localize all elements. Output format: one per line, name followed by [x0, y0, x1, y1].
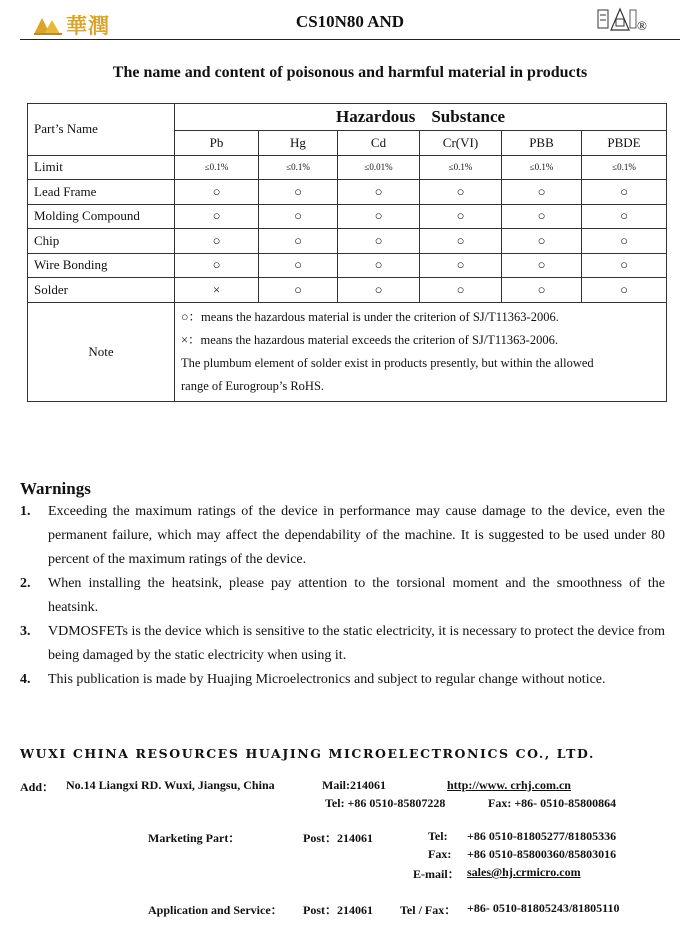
- compliance-mark: ○: [582, 180, 667, 205]
- main-fax: Fax: +86- 0510-85800864: [488, 796, 617, 810]
- warning-number: 1.: [20, 504, 31, 519]
- compliance-mark: ○: [420, 204, 502, 229]
- compliance-mark: ○: [502, 229, 582, 254]
- part-name: Lead Frame: [28, 180, 175, 205]
- certification-seal-icon: [596, 6, 656, 36]
- note-label: Note: [28, 302, 175, 401]
- note-line: The plumbum element of solder exist in products presently, but within the allowed: [181, 355, 594, 370]
- substance-header: Cr(VI): [420, 131, 502, 156]
- part-name-header: Part’s Name: [28, 104, 175, 156]
- limit-value: ≤0.1%: [502, 155, 582, 180]
- application-telfax-label: Tel / Fax：: [400, 903, 457, 917]
- compliance-mark: ○: [420, 253, 502, 278]
- limit-value: ≤0.01%: [338, 155, 420, 180]
- part-name: Chip: [28, 229, 175, 254]
- compliance-mark: ○: [338, 180, 420, 205]
- table-row: [28, 180, 667, 205]
- note-line: ○：means the hazardous material is under the criterion of SJ/T11363-2006.: [181, 309, 559, 324]
- warning-text: This publication is made by Huajing Microelectronics and subject to regular change without notice.: [48, 672, 606, 687]
- compliance-mark: ○: [420, 278, 502, 303]
- certification-mark: [596, 6, 656, 36]
- warning-text: Exceeding the maximum ratings of the device in performance may cause damage to the device, even the permanent failure, which may affect the dependability of the machine. It is suggested to be used under 80 percent of the maximum ratings of the device.: [48, 504, 665, 567]
- substance-header: Pb: [175, 131, 259, 156]
- table-header-row: [28, 104, 667, 131]
- substance-header: Cd: [338, 131, 420, 156]
- limit-value: ≤0.1%: [259, 155, 338, 180]
- logo-text: 華潤: [66, 14, 110, 38]
- compliance-mark: ○: [338, 253, 420, 278]
- compliance-mark: ×: [175, 278, 259, 303]
- registered-mark: ®: [637, 18, 647, 33]
- limit-value: ≤0.1%: [420, 155, 502, 180]
- compliance-mark: ○: [502, 253, 582, 278]
- address: No.14 Liangxi RD. Wuxi, Jiangsu, China: [66, 778, 275, 792]
- marketing-fax: +86 0510-85800360/85803016: [467, 847, 617, 861]
- marketing-post: Post：214061: [303, 831, 373, 845]
- table-row: [28, 229, 667, 254]
- table-row: [28, 278, 667, 303]
- compliance-mark: ○: [582, 229, 667, 254]
- warning-item: [20, 572, 665, 620]
- warning-text: When installing the heatsink, please pay attention to the torsional moment and the smoothness of the heatsink.: [48, 576, 665, 615]
- compliance-mark: ○: [338, 229, 420, 254]
- compliance-mark: ○: [502, 204, 582, 229]
- main-tel: Tel: +86 0510-85807228: [325, 796, 446, 810]
- compliance-mark: ○: [259, 278, 338, 303]
- warning-number: 3.: [20, 624, 31, 639]
- section-title: The name and content of poisonous and harmful material in products: [112, 64, 588, 81]
- substance-header: Hg: [259, 131, 338, 156]
- warnings-title: Warnings: [20, 479, 91, 498]
- limit-value: ≤0.1%: [175, 155, 259, 180]
- compliance-mark: ○: [175, 253, 259, 278]
- table-row: [28, 204, 667, 229]
- note-content: [175, 302, 667, 401]
- part-name: Wire Bonding: [28, 253, 175, 278]
- address-label: Add：: [20, 780, 55, 794]
- warning-item: [20, 500, 665, 572]
- document-title: CS10N80 AND: [295, 12, 405, 31]
- compliance-mark: ○: [259, 253, 338, 278]
- compliance-mark: ○: [338, 204, 420, 229]
- compliance-mark: ○: [175, 229, 259, 254]
- compliance-mark: ○: [582, 204, 667, 229]
- email-label: E-mail：: [413, 867, 460, 881]
- compliance-mark: ○: [420, 180, 502, 205]
- company-name: WUXI CHINA RESOURCES HUAJING MICROELECTRONICS CO., LTD.: [20, 746, 595, 761]
- application-service-label: Application and Service：: [148, 903, 283, 917]
- limit-row: [28, 155, 667, 180]
- note-line: ×：means the hazardous material exceeds the criterion of SJ/T11363-2006.: [181, 332, 558, 347]
- email-link[interactable]: sales@hj.crmicro.com: [467, 865, 581, 879]
- marketing-tel-label: Tel:: [428, 829, 448, 843]
- warning-number: 4.: [20, 672, 31, 687]
- hazardous-substance-header: Hazardous Substance: [175, 104, 667, 131]
- compliance-mark: ○: [259, 180, 338, 205]
- warning-number: 2.: [20, 576, 31, 591]
- compliance-mark: ○: [175, 180, 259, 205]
- limit-value: ≤0.1%: [582, 155, 667, 180]
- compliance-mark: ○: [338, 278, 420, 303]
- table-row: [28, 253, 667, 278]
- compliance-mark: ○: [259, 204, 338, 229]
- marketing-label: Marketing Part：: [148, 831, 241, 845]
- application-post: Post：214061: [303, 903, 373, 917]
- compliance-mark: ○: [582, 253, 667, 278]
- part-name: Solder: [28, 278, 175, 303]
- hazardous-substance-table: [27, 103, 667, 402]
- substance-header: PBDE: [582, 131, 667, 156]
- part-name: Molding Compound: [28, 204, 175, 229]
- warning-item: [20, 668, 665, 692]
- note-line: range of Eurogroup’s RoHS.: [181, 378, 325, 393]
- compliance-mark: ○: [175, 204, 259, 229]
- website-link[interactable]: http://www. crhj.com.cn: [447, 778, 571, 792]
- application-telfax: +86- 0510-81805243/81805110: [467, 901, 620, 915]
- mail-code: Mail:214061: [322, 778, 386, 792]
- compliance-mark: ○: [259, 229, 338, 254]
- limit-label: Limit: [28, 155, 175, 180]
- header-rule: [20, 39, 680, 40]
- compliance-mark: ○: [582, 278, 667, 303]
- warning-item: [20, 620, 665, 668]
- substance-header: PBB: [502, 131, 582, 156]
- marketing-tel: +86 0510-81805277/81805336: [467, 829, 617, 843]
- marketing-fax-label: Fax:: [428, 847, 452, 861]
- note-row: [28, 302, 667, 401]
- compliance-mark: ○: [502, 278, 582, 303]
- compliance-mark: ○: [502, 180, 582, 205]
- warning-text: VDMOSFETs is the device which is sensitive to the static electricity, it is necessary to protect the device from being damaged by the static electricity when using it.: [48, 624, 665, 663]
- compliance-mark: ○: [420, 229, 502, 254]
